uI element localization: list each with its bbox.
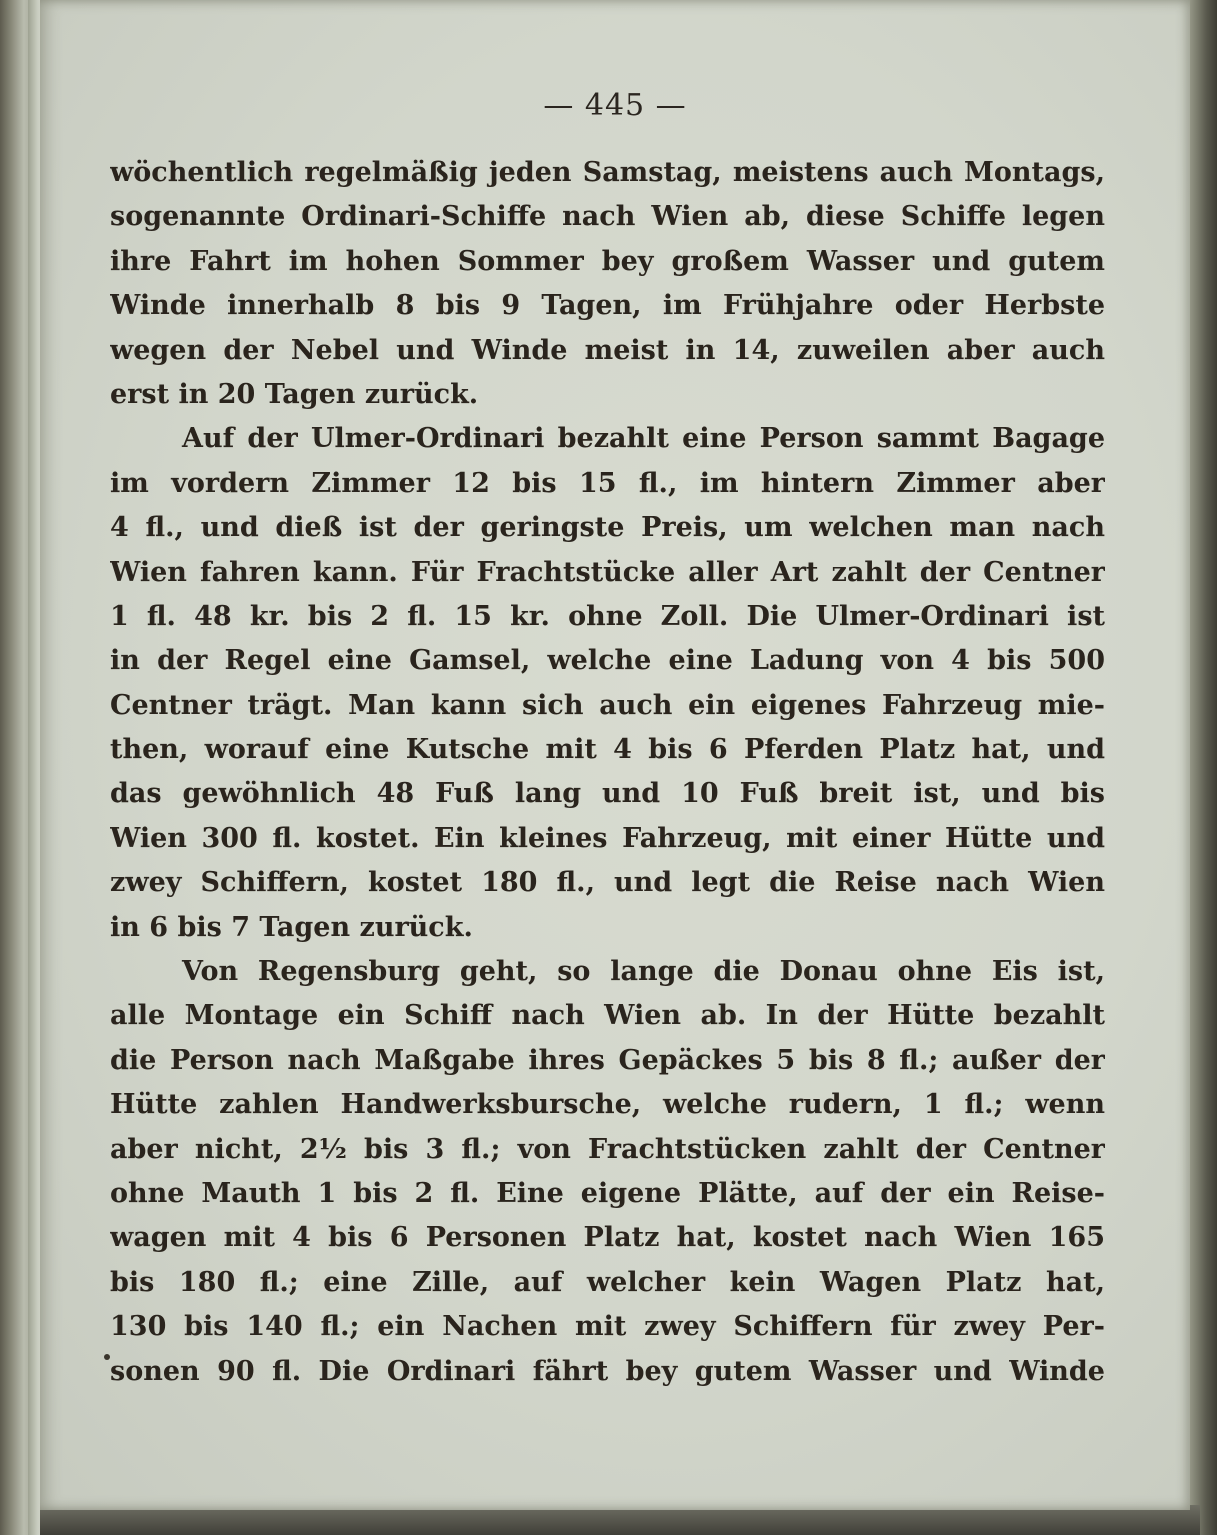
text-line: ihre Fahrt im hohen Sommer bey großem Wasser und gutem	[110, 245, 1105, 277]
text-line: zwey Schiffern, kostet 180 fl., und legt die Reise nach Wien	[110, 867, 1105, 899]
paragraph-start-line: Von Regensburg geht, so lange die Donau ohne Eis ist,	[182, 956, 1105, 988]
text-line: 130 bis 140 fl.; ein Nachen mit zwey Schiffern für zwey Per-	[110, 1311, 1105, 1343]
text-line: ohne Mauth 1 bis 2 fl. Eine eigene Plätte, auf der ein Reise-	[110, 1177, 1105, 1209]
text-line: die Person nach Maßgabe ihres Gepäckes 5 bis 8 fl.; außer der	[110, 1044, 1105, 1076]
text-line: wagen mit 4 bis 6 Personen Platz hat, kostet nach Wien 165	[110, 1222, 1105, 1254]
text-line: erst in 20 Tagen zurück.	[110, 378, 479, 410]
paragraph-start-line: Auf der Ulmer-Ordinari bezahlt eine Person sammt Bagage	[182, 423, 1105, 455]
text-line: in der Regel eine Gamsel, welche eine Ladung von 4 bis 500	[110, 645, 1105, 677]
text-line: das gewöhnlich 48 Fuß lang und 10 Fuß breit ist, und bis	[110, 778, 1105, 810]
text-line: im vordern Zimmer 12 bis 15 fl., im hintern Zimmer aber	[110, 467, 1105, 499]
text-line: sonen 90 fl. Die Ordinari fährt bey gutem Wasser und Winde	[110, 1355, 1105, 1387]
body-text	[110, 151, 1105, 1394]
text-line: alle Montage ein Schiff nach Wien ab. In der Hütte bezahlt	[110, 1000, 1105, 1032]
text-line: 1 fl. 48 kr. bis 2 fl. 15 kr. ohne Zoll. Die Ulmer-Ordinari ist	[110, 600, 1105, 632]
paper-sheet	[40, 0, 1190, 1510]
text-line: 4 fl., und dieß ist der geringste Preis, um welchen man nach	[110, 512, 1105, 544]
text-line: bis 180 fl.; eine Zille, auf welcher kein Wagen Platz hat,	[110, 1266, 1105, 1298]
page-number: — 445 —	[543, 88, 687, 123]
text-line: Centner trägt. Man kann sich auch ein eigenes Fahrzeug mie-	[110, 689, 1105, 721]
text-line: in 6 bis 7 Tagen zurück.	[110, 911, 473, 943]
text-line: Wien fahren kann. Für Frachtstücke aller Art zahlt der Centner	[110, 556, 1105, 588]
text-line: aber nicht, 2½ bis 3 fl.; von Frachtstücken zahlt der Centner	[110, 1133, 1105, 1165]
ink-dot	[104, 1354, 110, 1360]
text-line: Hütte zahlen Handwerksbursche, welche rudern, 1 fl.; wenn	[110, 1089, 1105, 1121]
text-line: wegen der Nebel und Winde meist in 14, zuweilen aber auch	[110, 334, 1105, 366]
text-line: wöchentlich regelmäßig jeden Samstag, meistens auch Montags,	[110, 157, 1105, 188]
text-line: then, worauf eine Kutsche mit 4 bis 6 Pferden Platz hat, und	[110, 734, 1105, 766]
text-line: Winde innerhalb 8 bis 9 Tagen, im Frühjahre oder Herbste	[110, 290, 1105, 322]
text-line: sogenannte Ordinari-Schiffe nach Wien ab, diese Schiffe legen	[110, 201, 1105, 233]
text-line: Wien 300 fl. kostet. Ein kleines Fahrzeug, mit einer Hütte und	[110, 822, 1105, 854]
